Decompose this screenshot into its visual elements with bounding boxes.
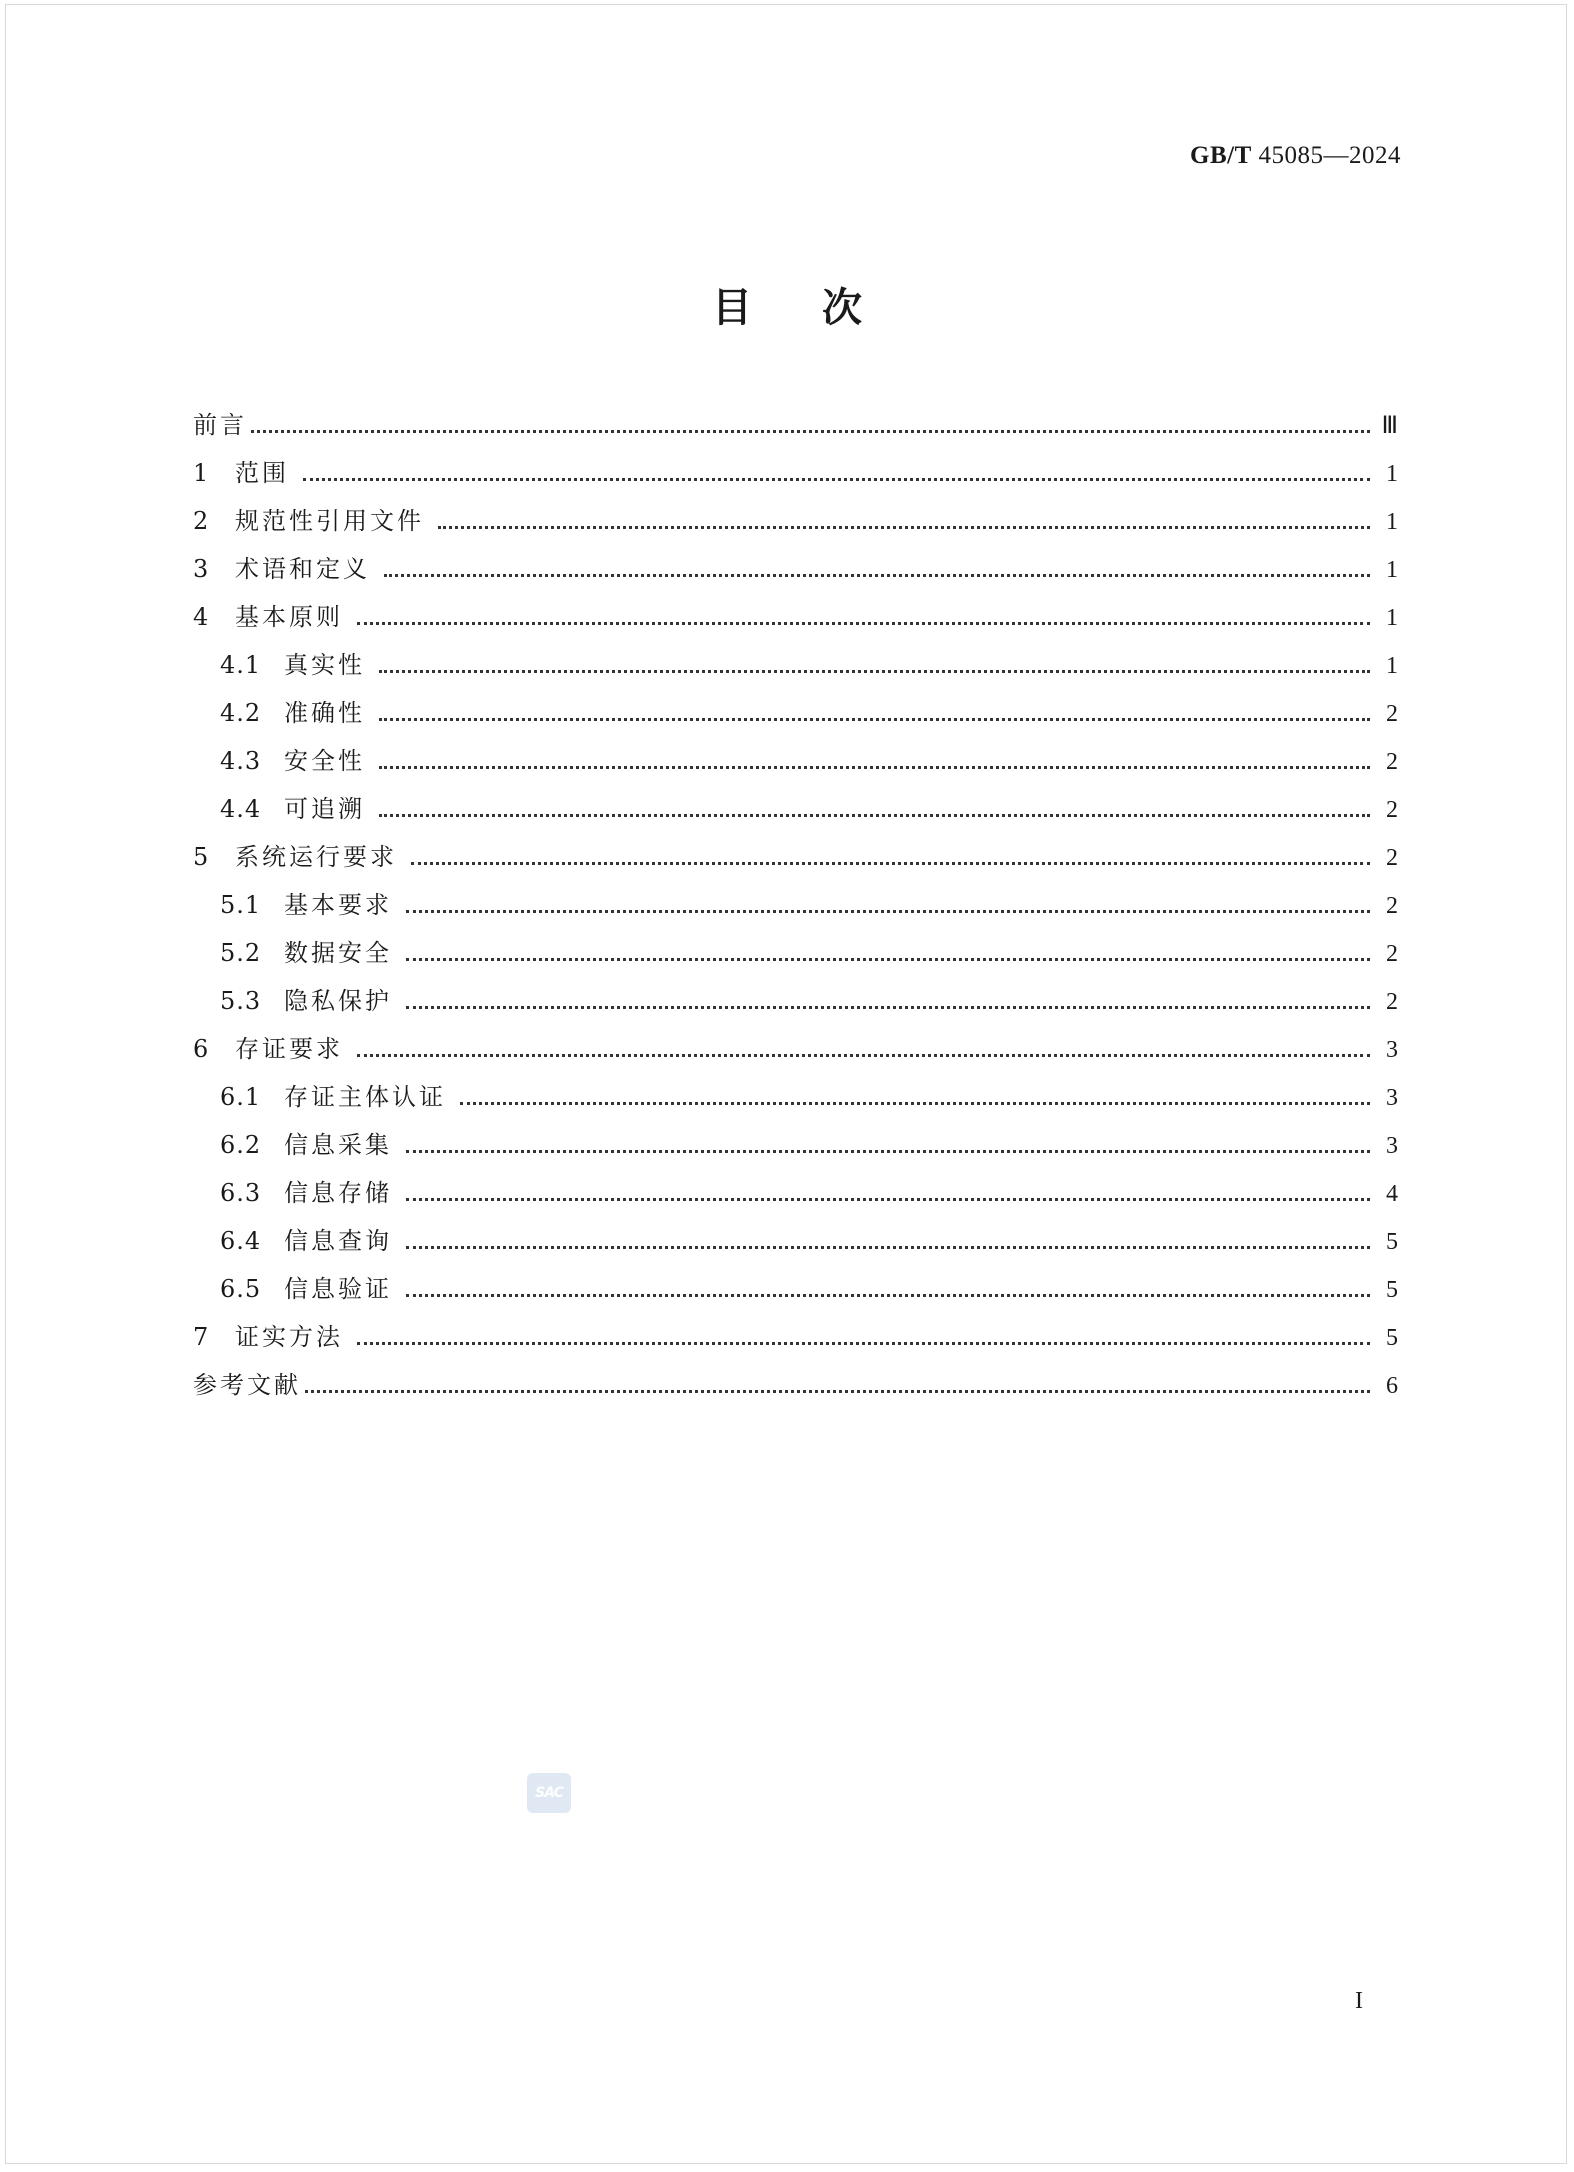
toc-entry-label: 准确性 xyxy=(284,699,365,727)
toc-entry-label: 可追溯 xyxy=(284,795,365,823)
toc-dot-leader xyxy=(379,670,1370,673)
toc-entry-label: 信息验证 xyxy=(284,1275,392,1303)
toc-entry-number: 5 xyxy=(193,843,210,871)
toc-entry-page: 5 xyxy=(1386,1325,1398,1351)
sac-watermark-logo: SAC xyxy=(527,1773,571,1813)
toc-dot-leader xyxy=(305,1390,1370,1393)
toc-entry-number: 6 xyxy=(193,1035,210,1063)
toc-entry-page: 2 xyxy=(1386,941,1398,967)
toc-entry[interactable] xyxy=(193,1269,1398,1317)
standard-code xyxy=(1190,142,1401,170)
toc-dot-leader xyxy=(251,430,1370,433)
toc-entry-page: 5 xyxy=(1386,1229,1398,1255)
toc-entry-label: 安全性 xyxy=(284,747,365,775)
toc-dot-leader xyxy=(357,1054,1370,1057)
toc-entry[interactable] xyxy=(193,1029,1398,1077)
toc-entry-page: 1 xyxy=(1386,557,1398,583)
toc-entry[interactable] xyxy=(193,405,1398,453)
toc-entry-label: 存证主体认证 xyxy=(284,1083,446,1111)
toc-entry-number: 6.2 xyxy=(220,1131,262,1159)
toc-entry-page: 4 xyxy=(1386,1181,1398,1207)
toc-entry-page: 3 xyxy=(1386,1037,1398,1063)
toc-dot-leader xyxy=(406,1198,1370,1201)
toc-entry[interactable] xyxy=(193,501,1398,549)
standard-number: 45085—2024 xyxy=(1258,142,1401,169)
toc-entry-number: 1 xyxy=(193,459,210,487)
toc-entry-label: 信息存储 xyxy=(284,1179,392,1207)
toc-dot-leader xyxy=(357,1342,1370,1345)
toc-entry-label: 基本原则 xyxy=(235,603,343,631)
toc-entry-number: 6.5 xyxy=(220,1275,262,1303)
toc-entry-label: 证实方法 xyxy=(235,1323,343,1351)
toc-entry[interactable] xyxy=(193,933,1398,981)
toc-entry-number: 4.4 xyxy=(220,795,262,823)
toc-dot-leader xyxy=(379,766,1370,769)
toc-entry-number: 4.1 xyxy=(220,651,262,679)
toc-entry-number: 6.3 xyxy=(220,1179,262,1207)
toc-entry-label: 隐私保护 xyxy=(284,987,392,1015)
toc-dot-leader xyxy=(406,1246,1370,1249)
toc-entry[interactable] xyxy=(193,453,1398,501)
toc-dot-leader xyxy=(379,718,1370,721)
toc-entry-page: 2 xyxy=(1386,893,1398,919)
toc-dot-leader xyxy=(406,1150,1370,1153)
toc-entry[interactable] xyxy=(193,885,1398,933)
toc-entry[interactable] xyxy=(193,1317,1398,1365)
toc-entry-label: 基本要求 xyxy=(284,891,392,919)
toc-dot-leader xyxy=(406,1006,1370,1009)
toc-entry[interactable] xyxy=(193,1077,1398,1125)
toc-entry[interactable] xyxy=(193,1221,1398,1269)
toc-entry[interactable] xyxy=(193,693,1398,741)
toc-entry-page: 1 xyxy=(1386,509,1398,535)
toc-entry-number: 3 xyxy=(193,555,210,583)
toc-entry-page: 2 xyxy=(1386,797,1398,823)
toc-dot-leader xyxy=(460,1102,1370,1105)
toc-entry-label: 参考文献 xyxy=(193,1371,301,1399)
toc-entry-page: 1 xyxy=(1386,605,1398,631)
toc-entry[interactable] xyxy=(193,837,1398,885)
toc-entry-label: 数据安全 xyxy=(284,939,392,967)
toc-entry-page: 3 xyxy=(1386,1085,1398,1111)
toc-dot-leader xyxy=(411,862,1370,865)
toc-dot-leader xyxy=(406,1294,1370,1297)
toc-entry[interactable] xyxy=(193,597,1398,645)
toc-entry-number: 6.4 xyxy=(220,1227,262,1255)
toc-entry-label: 真实性 xyxy=(284,651,365,679)
toc-entry[interactable] xyxy=(193,645,1398,693)
toc-entry-label: 存证要求 xyxy=(235,1035,343,1063)
toc-entry-number: 4 xyxy=(193,603,210,631)
toc-entry[interactable] xyxy=(193,1125,1398,1173)
toc-entry[interactable] xyxy=(193,981,1398,1029)
page-number: I xyxy=(1355,1988,1363,2014)
toc-entry[interactable] xyxy=(193,1173,1398,1221)
toc-entry[interactable] xyxy=(193,789,1398,837)
toc-entry[interactable] xyxy=(193,741,1398,789)
toc-entry-page: 1 xyxy=(1386,461,1398,487)
toc-entry-label: 范围 xyxy=(235,459,289,487)
toc-entry-page: Ⅲ xyxy=(1381,413,1398,439)
toc-entry-page: 2 xyxy=(1386,845,1398,871)
toc-entry[interactable] xyxy=(193,1365,1398,1413)
toc-entry-label: 术语和定义 xyxy=(235,555,370,583)
toc-entry-number: 5.3 xyxy=(220,987,262,1015)
toc-entry-number: 6.1 xyxy=(220,1083,262,1111)
toc-entry-number: 5.1 xyxy=(220,891,262,919)
toc-dot-leader xyxy=(438,526,1370,529)
toc-entry-label: 规范性引用文件 xyxy=(235,507,424,535)
toc-entry[interactable] xyxy=(193,549,1398,597)
toc-entry-label: 信息采集 xyxy=(284,1131,392,1159)
toc-entry-number: 2 xyxy=(193,507,210,535)
toc-entry-page: 1 xyxy=(1386,653,1398,679)
toc-entry-page: 2 xyxy=(1386,701,1398,727)
toc-entry-number: 4.3 xyxy=(220,747,262,775)
toc-dot-leader xyxy=(379,814,1370,817)
toc-entry-number: 7 xyxy=(193,1323,210,1351)
table-of-contents xyxy=(193,405,1398,1413)
toc-dot-leader xyxy=(384,574,1370,577)
toc-entry-page: 2 xyxy=(1386,749,1398,775)
standard-prefix: GB/T xyxy=(1190,142,1252,169)
toc-entry-number: 5.2 xyxy=(220,939,262,967)
toc-dot-leader xyxy=(357,622,1370,625)
toc-entry-page: 5 xyxy=(1386,1277,1398,1303)
toc-entry-label: 信息查询 xyxy=(284,1227,392,1255)
toc-dot-leader xyxy=(303,478,1370,481)
toc-entry-page: 3 xyxy=(1386,1133,1398,1159)
toc-entry-page: 6 xyxy=(1386,1373,1398,1399)
toc-dot-leader xyxy=(406,958,1370,961)
toc-dot-leader xyxy=(406,910,1370,913)
toc-entry-page: 2 xyxy=(1386,989,1398,1015)
toc-entry-label: 前言 xyxy=(193,411,247,439)
toc-entry-label: 系统运行要求 xyxy=(235,843,397,871)
toc-entry-number: 4.2 xyxy=(220,699,262,727)
toc-title: 目次 xyxy=(712,284,932,331)
